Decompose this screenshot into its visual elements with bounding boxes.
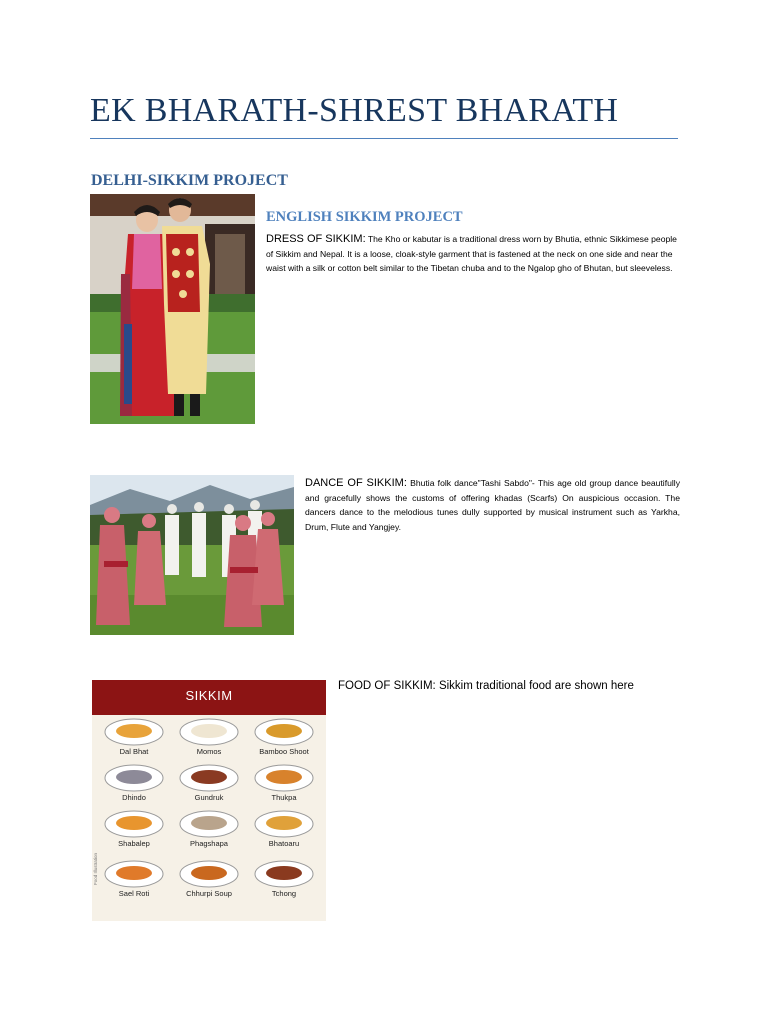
dish-label: Sael Roti xyxy=(118,889,150,898)
dish-item xyxy=(174,808,244,848)
dish-label: Bamboo Shoot xyxy=(259,747,309,756)
dish-bowl-icon xyxy=(253,716,315,746)
dish-item xyxy=(249,716,319,756)
card-title: SIKKIM xyxy=(185,688,233,703)
dish-label: Dal Bhat xyxy=(119,747,149,756)
dress-paragraph xyxy=(266,232,686,276)
dish-item xyxy=(249,858,319,898)
dance-text: Bhutia folk dance"Tashi Sabdo"- This age old group dance beautifully and gracefully shows the customs of offering khadas (Scarfs) On auspicious occasion. The dancers dance to the melodious tunes dully supported by musical instrument such as Yarkha, Drum, Flute and Yangjey. xyxy=(305,478,680,532)
dish-item xyxy=(174,858,244,898)
dress-lead: DRESS OF SIKKIM: xyxy=(266,233,366,245)
dance-photo xyxy=(90,475,294,635)
dish-bowl-icon xyxy=(103,716,165,746)
dish-bowl-icon xyxy=(253,762,315,792)
dance-paragraph xyxy=(305,476,680,534)
card-credit: Food Illustration xyxy=(93,852,98,885)
dish-bowl-icon xyxy=(178,808,240,838)
dish-item xyxy=(99,762,169,802)
dish-label: Gundruk xyxy=(194,793,224,802)
dance-lead: DANCE OF SIKKIM: xyxy=(305,477,407,489)
dress-text: The Kho or kabutar is a traditional dress worn by Bhutia, ethnic Sikkimese people of Sikkim and Nepal. It is a loose, cloak-style garment that is fastened at the neck on one side and near the waist with a silk or cotton belt similar to the Tibetan chuba and to the Ngalop gho of Bhutan, but sleeveless. xyxy=(266,234,677,273)
dish-bowl-icon xyxy=(253,808,315,838)
dish-item xyxy=(99,858,169,898)
dish-bowl-icon xyxy=(178,716,240,746)
dish-bowl-icon xyxy=(253,858,315,888)
dish-item xyxy=(99,716,169,756)
dish-item xyxy=(249,808,319,848)
dish-label: Tchong xyxy=(271,889,297,898)
dish-bowl-icon xyxy=(103,808,165,838)
dish-bowl-icon xyxy=(178,762,240,792)
dish-item xyxy=(249,762,319,802)
dish-label: Phagshapa xyxy=(190,839,228,848)
sub-heading: ENGLISH SIKKIM PROJECT xyxy=(266,209,463,225)
dish-item xyxy=(99,808,169,848)
dish-item xyxy=(174,716,244,756)
dish-bowl-icon xyxy=(103,858,165,888)
page-title: EK BHARATH-SHREST BHARATH xyxy=(90,92,619,129)
dress-photo xyxy=(90,194,255,424)
food-illustration-card xyxy=(92,680,326,921)
dish-label: Bhatoaru xyxy=(268,839,300,848)
dish-label: Chhurpi Soup xyxy=(186,889,232,898)
food-paragraph: FOOD OF SIKKIM: Sikkim traditional food are shown here xyxy=(338,680,634,692)
title-underline xyxy=(90,138,678,139)
dish-label: Momos xyxy=(196,747,222,756)
dish-label: Shabalep xyxy=(118,839,150,848)
dish-item xyxy=(174,762,244,802)
dish-label: Dhindo xyxy=(122,793,146,802)
dish-bowl-icon xyxy=(103,762,165,792)
dish-label: Thukpa xyxy=(271,793,297,802)
dish-bowl-icon xyxy=(178,858,240,888)
project-heading: DELHI-SIKKIM PROJECT xyxy=(91,172,288,189)
